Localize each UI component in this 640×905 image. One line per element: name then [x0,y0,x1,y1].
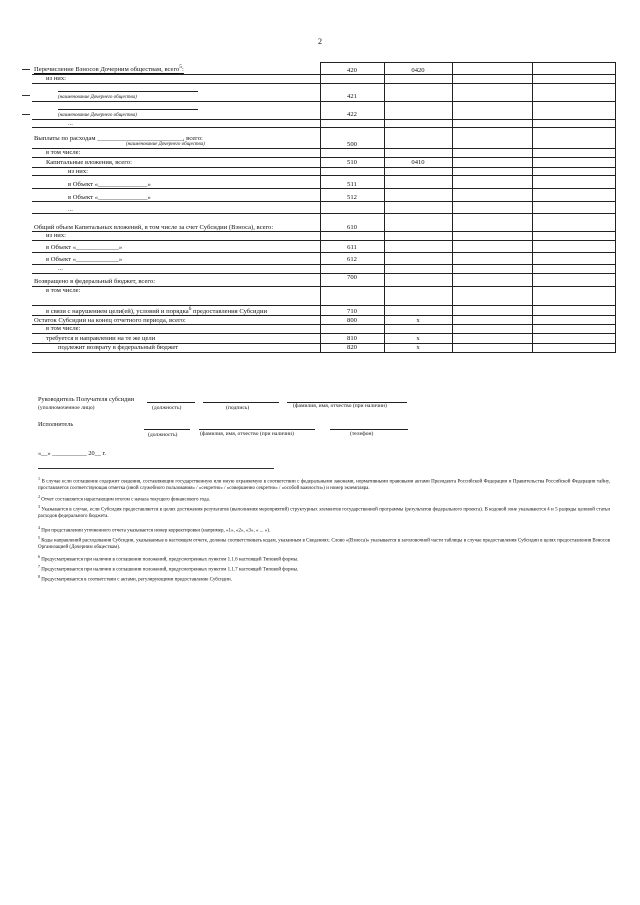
row-label: Общий объем Капитальных вложений, в том числе за счет Субсидии (Взноса), всего: [32,214,320,232]
row-code: 420 [320,63,384,75]
value-cell [452,189,532,202]
table-row [32,305,615,316]
row-kbk [384,305,452,316]
value-cell [452,75,532,84]
table-row [32,286,615,305]
table-row [32,189,615,202]
report-table [32,62,616,353]
row-kbk [384,101,452,119]
row-kbk [384,189,452,202]
row-kbk: 0410 [384,157,452,167]
margin-mark [22,69,30,70]
value-cell [532,286,615,305]
value-cell [532,149,615,158]
value-cell [452,252,532,264]
value-cell [452,333,532,343]
footnote: $^6$ Предусматривается при наличии в соглашении положений, предусмотренных пунктом 1.1.6 настоящей Типовой формы. [38,554,299,563]
value-cell [452,286,532,305]
row-label: ... [32,119,320,128]
table-row [32,149,615,158]
position-line [147,402,195,403]
value-cell [452,316,532,325]
table-row [32,63,615,75]
value-cell [452,202,532,214]
row-kbk [384,232,452,241]
row-code: 820 [320,343,384,352]
footnote: $^7$ Предусматривается при наличии в соглашении положений, предусмотренных пунктом 1.1.7 настоящей Типовой формы. [38,564,299,573]
fio-caption: (фамилия, имя, отчество (при наличии) [293,403,387,409]
value-cell [532,119,615,128]
row-label: ... [32,264,320,273]
row-label: в том числе: [32,149,320,158]
row-label: в связи с нарушением цели(ей), условий и порядка$^6$ предоставления Субсидии [32,305,320,316]
row-code [320,75,384,84]
footnote: $^8$ Предусматривается в соответствии с актами, регулирующими предоставление Субсидии. [38,574,232,583]
row-kbk [384,176,452,189]
row-kbk: x [384,316,452,325]
row-label: Возвращено в федеральный бюджет, всего: [32,273,320,286]
value-cell [452,232,532,241]
value-cell [532,157,615,167]
value-cell [532,167,615,176]
row-label: подлежит возврату в федеральный бюджет [32,343,320,352]
table-row [32,343,615,352]
value-cell [532,240,615,252]
value-cell [452,176,532,189]
row-code: 421 [320,83,384,101]
row-code: 611 [320,240,384,252]
row-label: Остаток Субсидии на конец отчетного периода, всего: [32,316,320,325]
footnote: $^1$ В случае если соглашение содержит сведения, составляющие государственную или иную охраняемую в соответствии с федеральными законами, нормативными правовыми актами Президента Российской Федерации и Правительства Российской Федерации тайну, проставляется соответствующая отметка (иной служебного пользования» / «секретно» / «совершенно секретно» / «особой важности») и номер экземпляра. [38,476,610,492]
table-row [32,240,615,252]
row-code [320,167,384,176]
row-kbk [384,202,452,214]
value-cell [532,343,615,352]
row-kbk [384,240,452,252]
phone-caption: (телефон) [350,431,374,437]
row-code: 500 [320,128,384,149]
value-cell [532,202,615,214]
row-code: 612 [320,252,384,264]
position-caption: (должность) [152,405,182,411]
row-kbk: x [384,333,452,343]
table-row [32,333,615,343]
value-cell [452,101,532,119]
footnote: $^2$ Отчет составляется нарастающим итогом с начала текущего финансового года. [38,494,210,503]
row-code [320,286,384,305]
row-kbk [384,167,452,176]
row-label: в Объект «_____________» [32,240,320,252]
margin-mark [22,114,30,115]
value-cell [452,119,532,128]
value-cell [452,167,532,176]
row-label: из них: [32,167,320,176]
table-row [32,202,615,214]
table-row [32,273,615,286]
value-cell [452,305,532,316]
table-row [32,75,615,84]
value-cell [452,149,532,158]
value-cell [452,128,532,149]
value-cell [452,157,532,167]
row-code: 810 [320,333,384,343]
table-row [32,157,615,167]
row-kbk [384,214,452,232]
value-cell [532,176,615,189]
value-cell [452,343,532,352]
value-cell [532,75,615,84]
value-cell [532,316,615,325]
row-label: (наименование Дочернего общества) [32,101,320,119]
row-label: Капитальные вложения, всего: [32,157,320,167]
exec-fio-line [199,429,315,430]
value-cell [452,325,532,334]
value-cell [452,264,532,273]
table-row [32,128,615,149]
row-kbk [384,128,452,149]
row-kbk [384,119,452,128]
value-cell [532,325,615,334]
value-cell [532,128,615,149]
value-cell [452,83,532,101]
value-cell [452,273,532,286]
head-label: Руководитель Получателя субсидии [38,396,135,403]
row-kbk [384,83,452,101]
footnote: $^3$ Указывается в случае, если Субсидия предоставляется в целях достижения результатов (выполнения мероприятий) структурных элементов государственной программы (результатов федерального проекта). В кодовой зоне указываются 4 и 5 разряды целевой статьи расходов федерального бюджета. [38,504,610,520]
table-row [32,119,615,128]
row-code [320,119,384,128]
value-cell [532,252,615,264]
exec-fio-caption: (фамилия, имя, отчество (при наличии) [200,431,294,437]
row-label: из них: [32,75,320,84]
row-code [320,264,384,273]
table-row [32,167,615,176]
phone-line [330,429,408,430]
value-cell [452,214,532,232]
table-row [32,83,615,101]
value-cell [452,240,532,252]
table-row [32,316,615,325]
table-row [32,214,615,232]
row-kbk [384,286,452,305]
value-cell [532,264,615,273]
row-kbk [384,273,452,286]
value-cell [532,101,615,119]
row-label: (наименование Дочернего общества) [32,83,320,101]
row-kbk [384,252,452,264]
row-label: требуется в направлении на те же цели [32,333,320,343]
executor-label: Исполнитель [38,421,74,428]
row-code: 710 [320,305,384,316]
row-label: ... [32,202,320,214]
exec-position-caption: (должность) [148,432,178,438]
row-label: в том числе: [32,286,320,305]
row-code: 512 [320,189,384,202]
row-code [320,325,384,334]
row-label: из них: [32,232,320,241]
page-number: 2 [318,37,322,46]
row-code [320,149,384,158]
row-label: Выплаты по расходам __________________________, всего: (наименование Дочернего общества) [32,128,320,149]
footnote: $^4$ При представлении уточненного отчета указывается номер корректировки (например, «1», «2», «3», « ... »). [38,525,271,534]
row-kbk: 0420 [384,63,452,75]
row-code: 610 [320,214,384,232]
head-authorized: (уполномоченное лицо) [38,405,95,411]
row-code: 511 [320,176,384,189]
value-cell [532,83,615,101]
row-label: в Объект «_______________» [32,176,320,189]
row-kbk [384,264,452,273]
value-cell [452,63,532,75]
row-code: 422 [320,101,384,119]
table-row [32,101,615,119]
exec-position-line [144,429,190,430]
row-kbk [384,75,452,84]
table-row [32,176,615,189]
row-code: 510 [320,157,384,167]
row-kbk: x [384,343,452,352]
footnote: $^5$ Коды направлений расходования Субсидии, указываемые в настоящем отчете, должны соответствовать кодам, указанным в Сведениях. Слово «(Взноса)» указывается в заголовочной части таблицы в случае предоставления Субсидии в целях предоставления Взносов Организацией (Дочерним обществам). [38,535,611,551]
sign-line [203,402,279,403]
row-label: в Объект «_____________» [32,252,320,264]
date-line: «__» ___________ 20__ г. [38,450,106,457]
value-cell [532,273,615,286]
row-code [320,232,384,241]
row-label: в том числе: [32,325,320,334]
margin-mark [22,95,30,96]
row-kbk [384,149,452,158]
row-code [320,202,384,214]
row-label: Перечисление Взносов Дочерним обществам, всего$^5$: [32,63,320,75]
row-code: 800 [320,316,384,325]
sign-caption: (подпись) [226,405,250,411]
table-row [32,252,615,264]
row-kbk [384,325,452,334]
value-cell [532,63,615,75]
footnote-separator [38,468,274,469]
row-label: в Объект «_______________» [32,189,320,202]
table-row [32,264,615,273]
table-row [32,232,615,241]
row-code: 700 [320,273,384,286]
value-cell [532,333,615,343]
value-cell [532,189,615,202]
value-cell [532,232,615,241]
value-cell [532,214,615,232]
table-row [32,325,615,334]
value-cell [532,305,615,316]
